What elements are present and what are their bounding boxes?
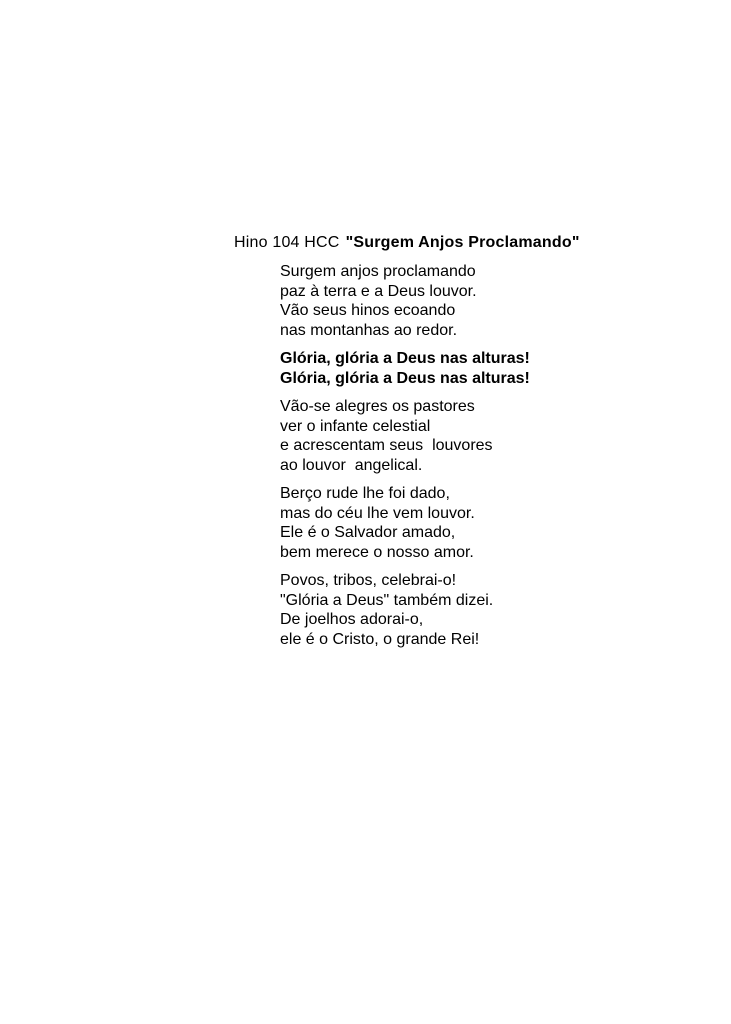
lyric-line: Ele é o Salvador amado, (280, 524, 456, 541)
lyric-line: e acrescentam seus louvores (280, 437, 493, 454)
lyric-line: De joelhos adorai-o, (280, 611, 424, 628)
lyric-line: ao louvor angelical. (280, 456, 423, 474)
hymn-lyrics (280, 262, 700, 658)
hymn-number: Hino 104 HCC (234, 234, 340, 251)
lyric-line: paz à terra e a Deus louvor. (280, 282, 477, 300)
lyric-line: ele é o Cristo, o grande Rei! (280, 630, 480, 648)
lyric-line: nas montanhas ao redor. (280, 321, 458, 339)
lyric-line: Povos, tribos, celebrai-o! (280, 572, 457, 589)
lyric-line: "Glória a Deus" também dizei. (280, 591, 494, 609)
stanza-4 (280, 571, 700, 649)
lyric-line: ver o infante celestial (280, 417, 431, 435)
chorus-line: Glória, glória a Deus nas alturas! (280, 350, 530, 367)
chorus (280, 349, 700, 388)
lyric-line: bem merece o nosso amor. (280, 543, 474, 561)
hymn-title: "Surgem Anjos Proclamando" (345, 234, 580, 251)
lyric-line: Vão-se alegres os pastores (280, 398, 475, 415)
stanza-2 (280, 397, 700, 475)
stanza-1 (280, 262, 700, 340)
stanza-3 (280, 484, 700, 562)
lyric-line: Surgem anjos proclamando (280, 263, 476, 280)
chorus-line: Glória, glória a Deus nas alturas! (280, 369, 530, 387)
lyric-line: mas do céu lhe vem louvor. (280, 504, 475, 522)
lyric-line: Berço rude lhe foi dado, (280, 485, 450, 502)
lyric-line: Vão seus hinos ecoando (280, 302, 456, 319)
hymn-header (234, 233, 580, 253)
